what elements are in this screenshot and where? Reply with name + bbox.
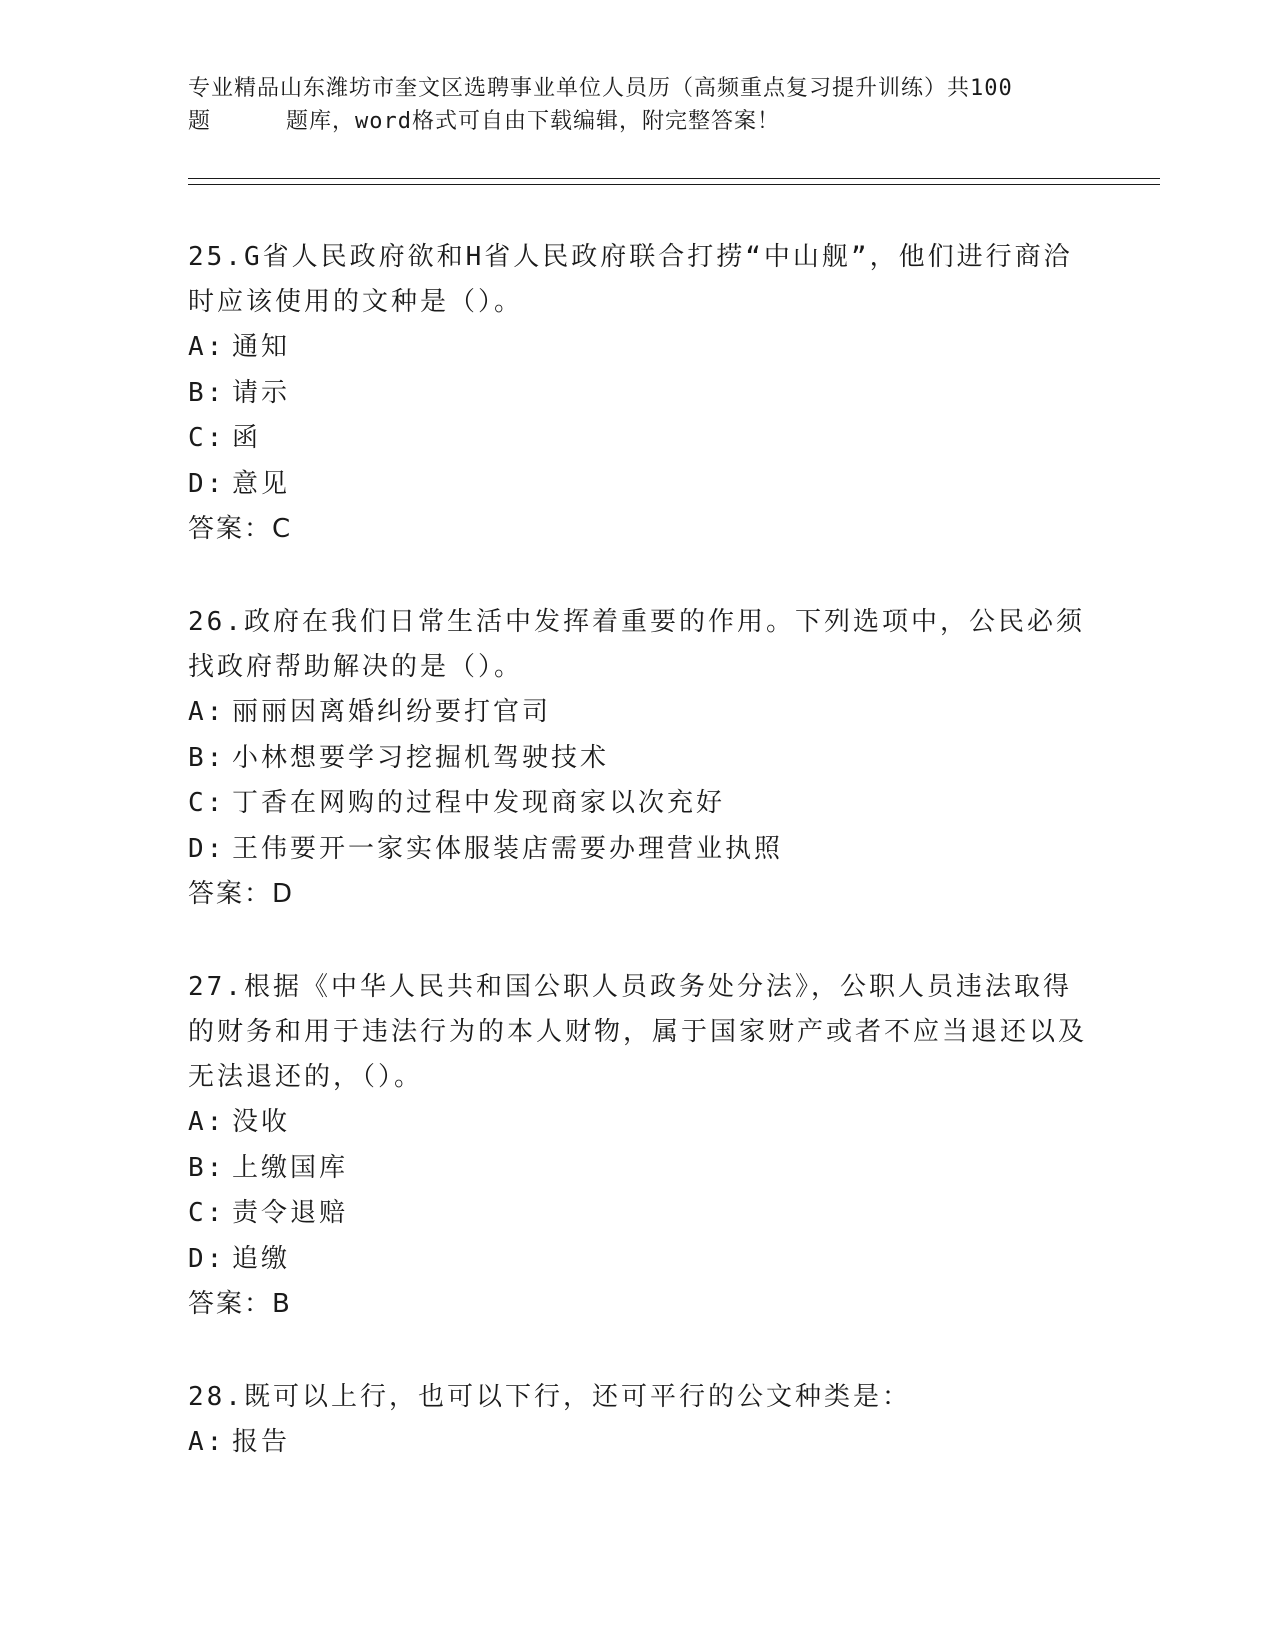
answer-line: 答案：C bbox=[188, 514, 293, 544]
question-28 bbox=[188, 1375, 1088, 1466]
option-d bbox=[188, 1237, 1088, 1283]
question-stem: 27.根据《中华人民共和国公职人员政务处分法》，公职人员违法取得的财务和用于违法行为的本人财物，属于国家财产或者不应当退还以及无法退还的，（）。 bbox=[188, 972, 1088, 1092]
option-c bbox=[188, 416, 1088, 462]
question-27 bbox=[188, 965, 1088, 1328]
answer-line: 答案：D bbox=[188, 879, 295, 909]
header-title-line2 bbox=[188, 105, 1088, 138]
option-text: 函 bbox=[232, 423, 262, 453]
option-b bbox=[188, 1146, 1088, 1192]
question-25 bbox=[188, 235, 1088, 553]
header-title-line1: 专业精品山东潍坊市奎文区选聘事业单位人员历（高频重点复习提升训练）共100 bbox=[188, 76, 1013, 101]
option-c bbox=[188, 1191, 1088, 1237]
option-key: B: bbox=[188, 377, 226, 408]
header-divider-bottom bbox=[188, 184, 1160, 185]
option-text: 意见 bbox=[232, 468, 291, 499]
option-text: 追缴 bbox=[232, 1243, 291, 1274]
header-title-text: 题库，word格式可自由下载编辑，附完整答案！ bbox=[286, 109, 780, 134]
option-text: 丁香在网购的过程中发现商家以次充好 bbox=[232, 788, 726, 818]
option-d bbox=[188, 462, 1088, 508]
option-text: 请示 bbox=[232, 377, 291, 408]
option-key: C: bbox=[188, 788, 226, 818]
option-key: D: bbox=[188, 1243, 226, 1274]
option-b bbox=[188, 736, 1088, 782]
option-text: 责令退赔 bbox=[232, 1198, 349, 1228]
option-key: A: bbox=[188, 1427, 226, 1457]
option-text: 没收 bbox=[232, 1107, 291, 1137]
option-text: 王伟要开一家实体服装店需要办理营业执照 bbox=[232, 833, 784, 864]
document-header bbox=[188, 72, 1088, 138]
option-text: 报告 bbox=[232, 1427, 291, 1457]
option-key: D: bbox=[188, 833, 226, 864]
option-key: C: bbox=[188, 423, 226, 453]
option-key: C: bbox=[188, 1198, 226, 1228]
option-key: A: bbox=[188, 697, 226, 727]
option-a bbox=[188, 690, 1088, 736]
answer-line: 答案：B bbox=[188, 1289, 292, 1319]
option-text: 小林想要学习挖掘机驾驶技术 bbox=[232, 742, 610, 773]
option-a bbox=[188, 325, 1088, 371]
question-stem: 25.G省人民政府欲和H省人民政府联合打捞“中山舰”，他们进行商洽时应该使用的文种是（）。 bbox=[188, 242, 1073, 317]
option-key: D: bbox=[188, 468, 226, 499]
option-key: A: bbox=[188, 1107, 226, 1137]
question-stem: 28.既可以上行，也可以下行，还可平行的公文种类是： bbox=[188, 1382, 911, 1412]
option-key: B: bbox=[188, 1152, 226, 1183]
header-divider-top bbox=[188, 178, 1160, 179]
option-text: 上缴国库 bbox=[232, 1152, 349, 1183]
question-26 bbox=[188, 600, 1088, 918]
option-d bbox=[188, 827, 1088, 873]
header-title-prefix: 题 bbox=[188, 109, 212, 134]
question-stem: 26.政府在我们日常生活中发挥着重要的作用。下列选项中，公民必须找政府帮助解决的是（）。 bbox=[188, 607, 1085, 682]
option-a bbox=[188, 1100, 1088, 1146]
option-text: 通知 bbox=[232, 332, 291, 362]
option-a bbox=[188, 1420, 1088, 1466]
option-text: 丽丽因离婚纠纷要打官司 bbox=[232, 697, 552, 727]
option-c bbox=[188, 781, 1088, 827]
option-key: B: bbox=[188, 742, 226, 773]
option-b bbox=[188, 371, 1088, 417]
option-key: A: bbox=[188, 332, 226, 362]
